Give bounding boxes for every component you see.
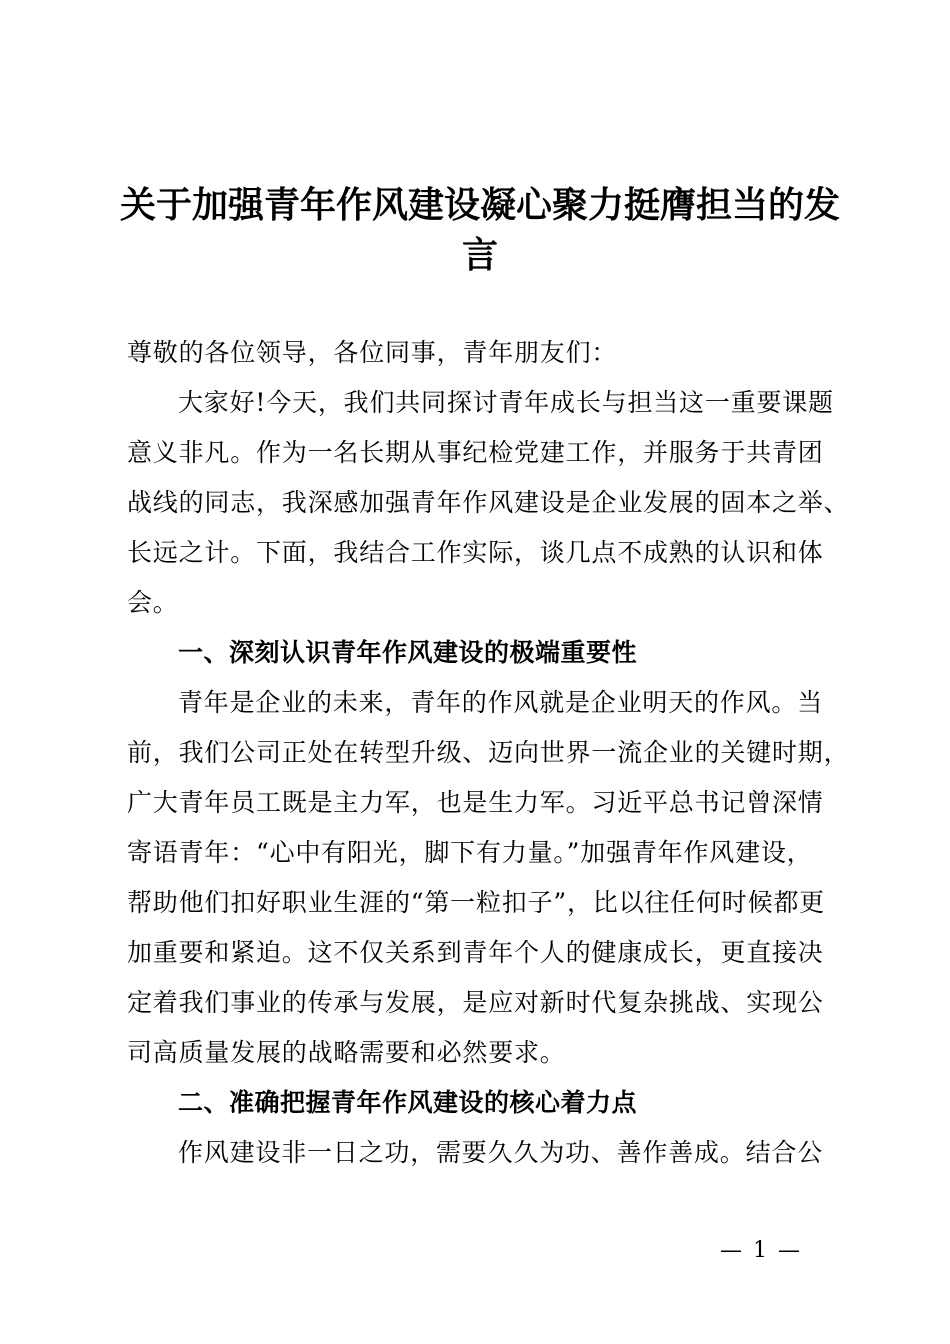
paragraph-line: 广大青年员工既是主力军，也是生力军。习近平总书记曾深情	[127, 788, 824, 817]
paragraph-line: 战线的同志，我深感加强青年作风建设是企业发展的固本之举、	[127, 488, 850, 517]
paragraph-line: 大家好!今天，我们共同探讨青年成长与担当这一重要课题	[178, 388, 834, 417]
paragraph-line: 意义非凡。作为一名长期从事纪检党建工作，并服务于共青团	[127, 438, 824, 467]
section-heading-2: 二、准确把握青年作风建设的核心着力点	[178, 1088, 638, 1117]
paragraph-line: 作风建设非一日之功，需要久久为功、善作善成。结合公	[178, 1138, 824, 1167]
section-heading-1: 一、深刻认识青年作风建设的极端重要性	[178, 638, 638, 667]
paragraph-line: 长远之计。下面，我结合工作实际，谈几点不成熟的认识和体	[127, 538, 824, 567]
paragraph-line: 加重要和紧迫。这不仅关系到青年个人的健康成长，更直接决	[127, 938, 824, 967]
document-title-line-1: 关于加强青年作风建设凝心聚力挺膺担当的发	[119, 185, 840, 226]
paragraph-line: 青年是企业的未来，青年的作风就是企业明天的作风。当	[178, 688, 824, 717]
paragraph-line: 帮助他们扣好职业生涯的“第一粒扣子”，比以往任何时候都更	[127, 888, 825, 917]
paragraph-line: 司高质量发展的战略需要和必然要求。	[127, 1038, 566, 1067]
document-title-line-2: 言	[461, 235, 498, 276]
salutation: 尊敬的各位领导，各位同事，青年朋友们：	[127, 338, 618, 367]
page-number: — 1 —	[720, 1238, 802, 1263]
paragraph-line: 定着我们事业的传承与发展，是应对新时代复杂挑战、实现公	[127, 988, 824, 1017]
paragraph-line: 寄语青年：“心中有阳光，脚下有力量。”加强青年作风建设，	[127, 838, 813, 867]
paragraph-line: 会。	[127, 588, 179, 617]
paragraph-line: 前，我们公司正处在转型升级、迈向世界一流企业的关键时期，	[127, 738, 850, 767]
